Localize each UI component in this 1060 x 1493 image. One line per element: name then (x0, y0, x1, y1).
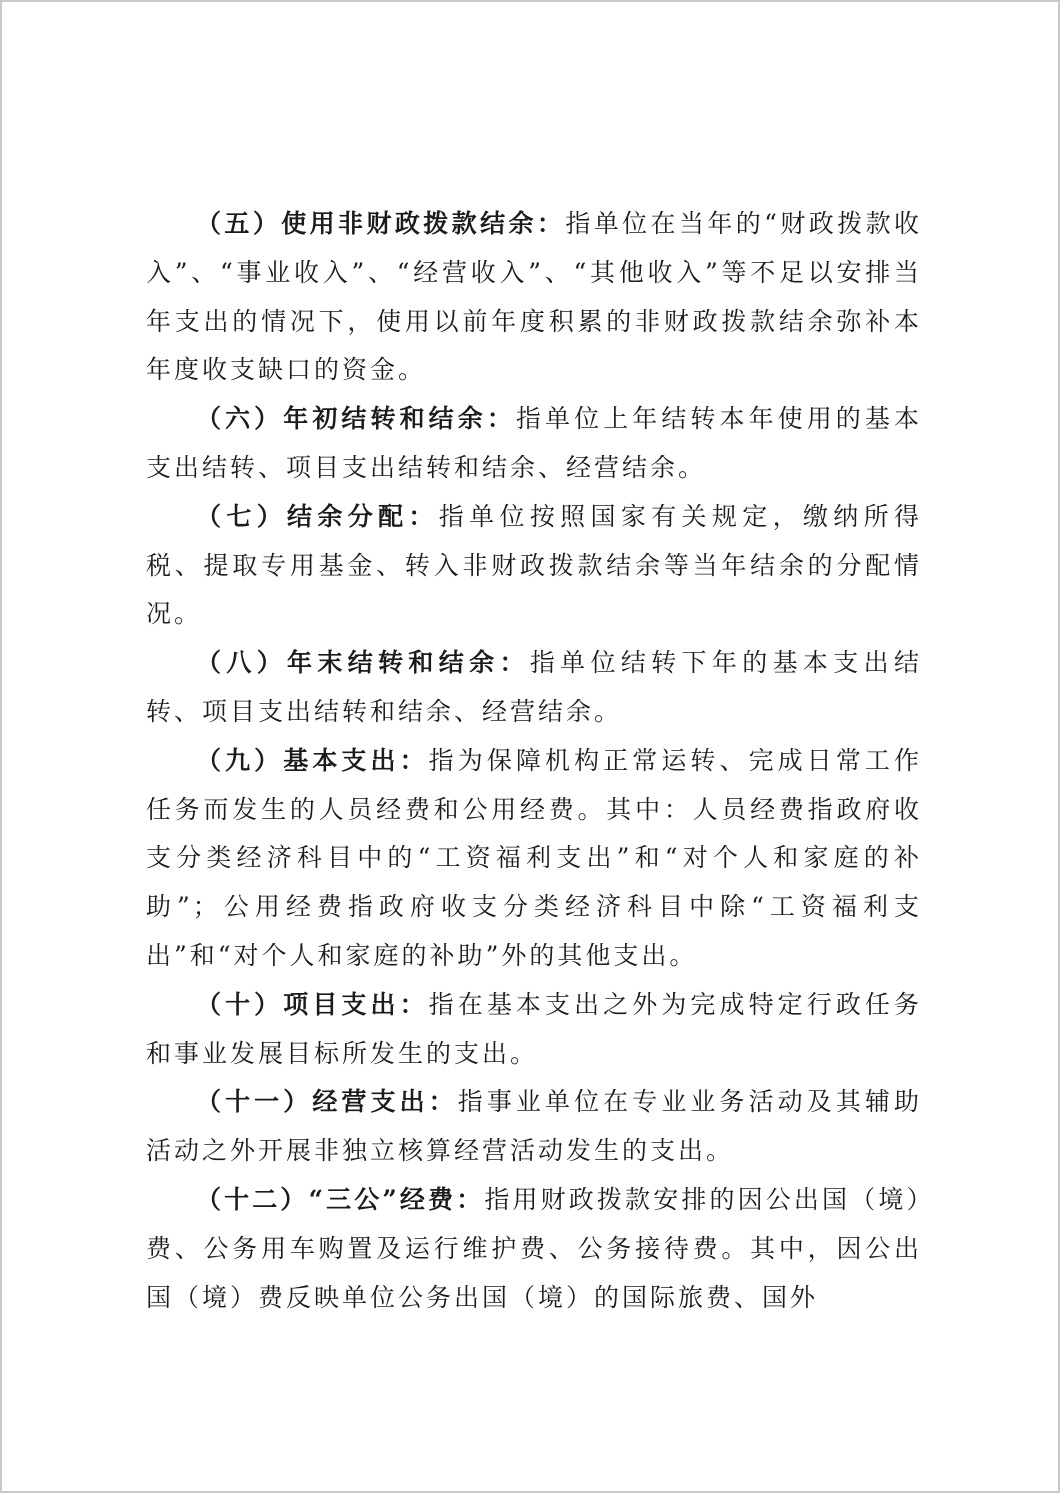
paragraph-text: 指单位结转下年的基本支出结转、项目支出结转和结余、经营结余。 (146, 648, 922, 726)
paragraph-text: 指为保障机构正常运转、完成日常工作任务而发生的人员经费和公用经费。其中：人员经费指政府收支分类经济科目中的“工资福利支出”和“对个人和家庭的补助”；公用经费指政府收支分类经济科目中除“工资福利支出”和“对个人和家庭的补助”外的其他支出。 (146, 745, 922, 970)
paragraph-term: （九）基本支出： (196, 745, 429, 775)
paragraph-term: （八）年末结转和结余： (196, 648, 530, 678)
paragraph-text: 指单位上年结转本年使用的基本支出结转、项目支出结转和结余、经营结余。 (146, 404, 922, 482)
paragraph-term: （六）年初结转和结余： (196, 404, 516, 434)
paragraph-term: （十）项目支出： (196, 989, 429, 1019)
paragraph-9 (146, 737, 922, 981)
paragraph-text: 指单位在当年的“财政拨款收入”、“事业收入”、“经营收入”、“其他收入”等不足以安排当年支出的情况下，使用以前年度积累的非财政拨款结余弥补本年度收支缺口的资金。 (146, 209, 922, 385)
paragraph-11 (146, 1078, 922, 1176)
paragraph-6 (146, 395, 922, 493)
paragraph-term: （十二）“三公”经费： (196, 1184, 485, 1214)
paragraph-text: 指事业单位在专业业务活动及其辅助活动之外开展非独立核算经营活动发生的支出。 (146, 1087, 922, 1166)
paragraph-text: 指单位按照国家有关规定，缴纳所得税、提取专用基金、转入非财政拨款结余等当年结余的分配情况。 (146, 501, 922, 629)
paragraph-term: （十一）经营支出： (196, 1087, 458, 1117)
paragraph-8 (146, 639, 922, 737)
paragraph-text: 指在基本支出之外为完成特定行政任务和事业发展目标所发生的支出。 (146, 989, 922, 1068)
paragraph-term: （五）使用非财政拨款结余： (196, 209, 566, 238)
paragraph-7 (146, 493, 922, 639)
paragraph-text: 指用财政拨款安排的因公出国（境）费、公务用车购置及运行维护费、公务接待费。其中，因公出国（境）费反映单位公务出国（境）的国际旅费、国外 (146, 1184, 922, 1312)
paragraph-10 (146, 981, 922, 1079)
paragraph-term: （七）结余分配： (196, 501, 439, 531)
paragraph-12 (146, 1176, 922, 1322)
document-body (146, 200, 922, 1322)
paragraph-5 (146, 200, 922, 395)
